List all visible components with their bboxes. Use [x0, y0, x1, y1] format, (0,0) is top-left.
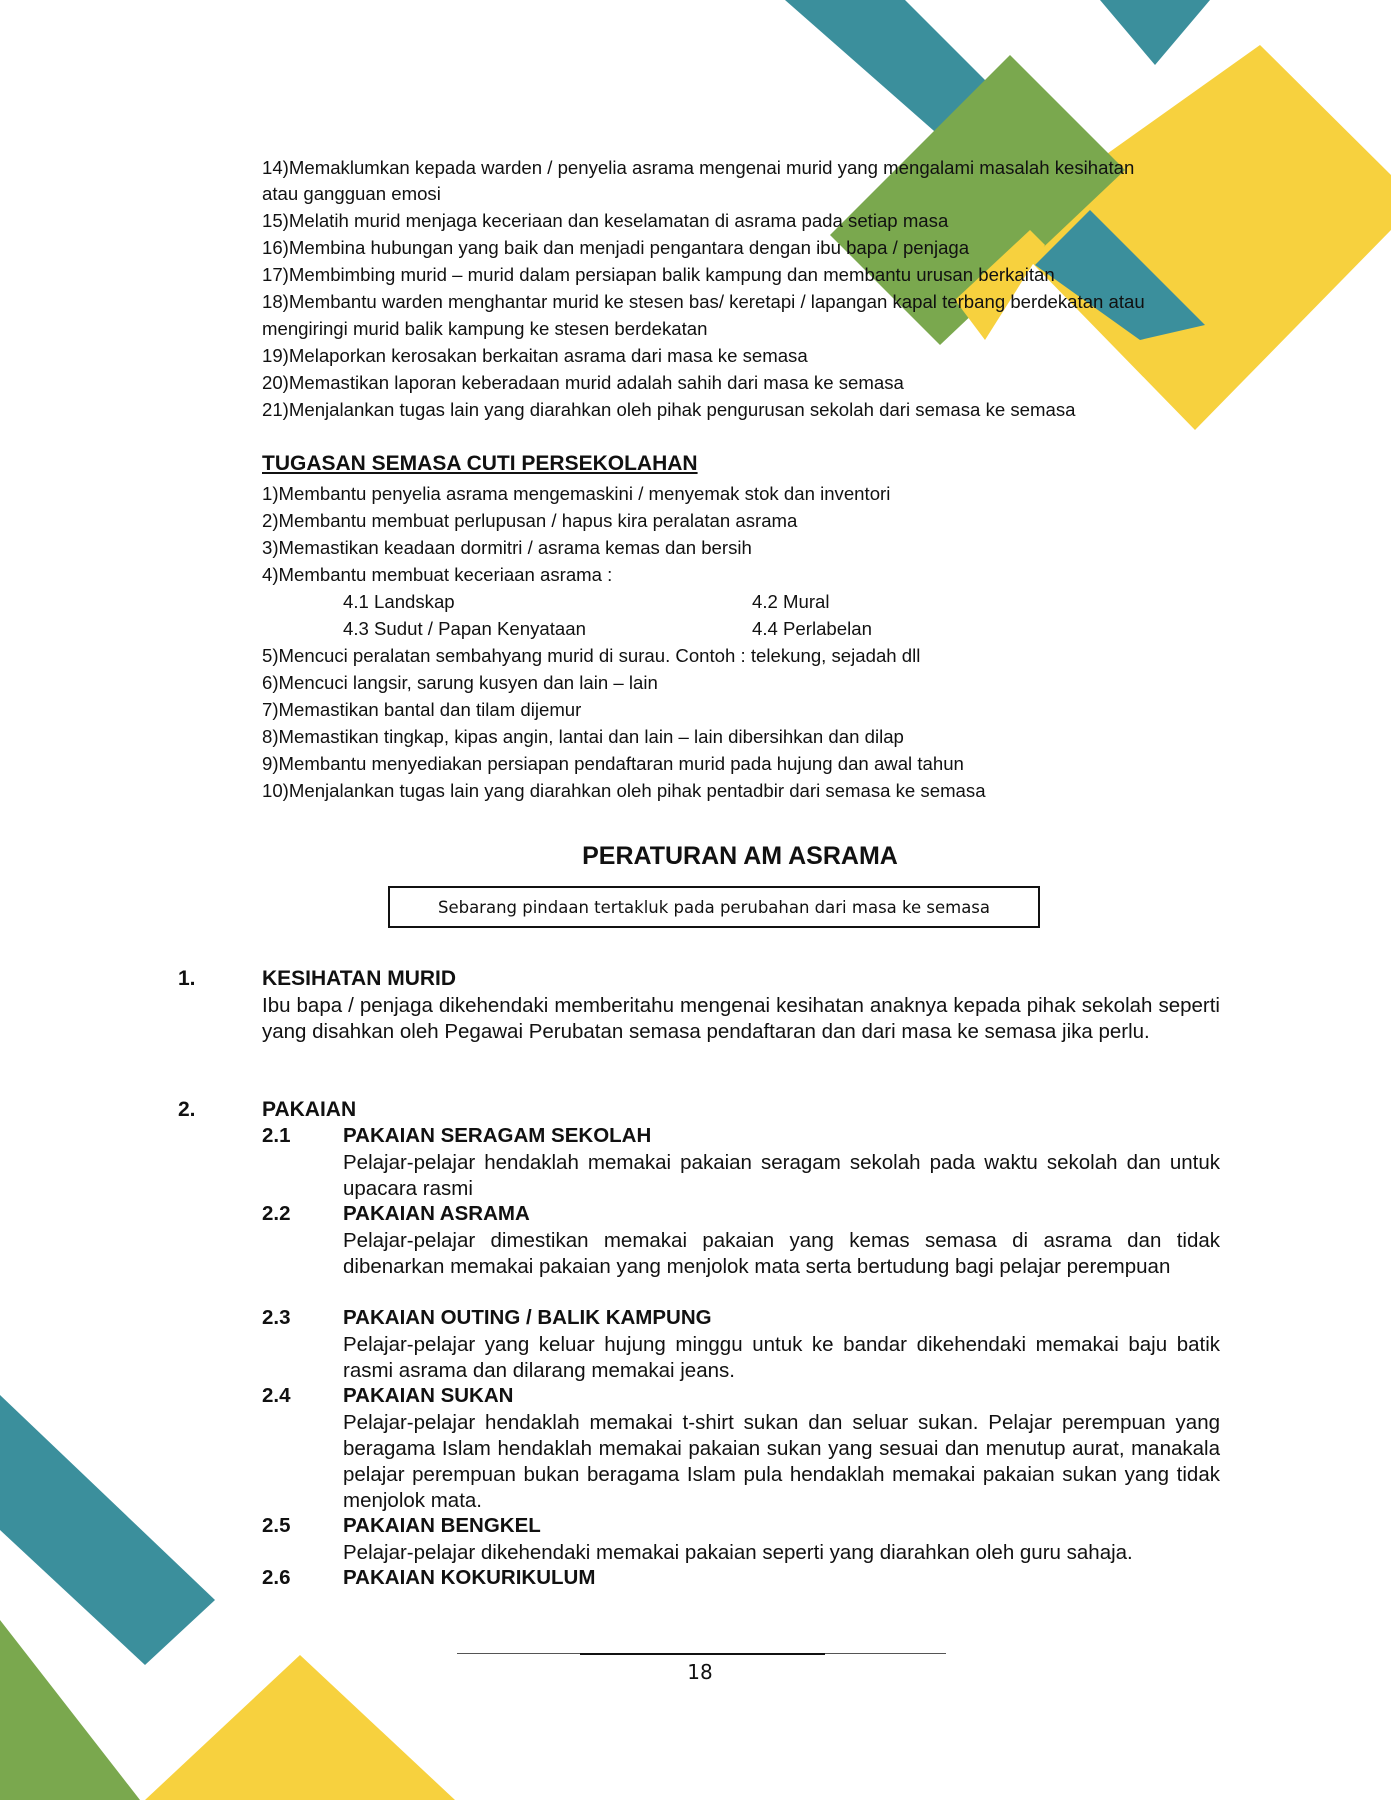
notice-text: Sebarang pindaan tertakluk pada perubahan dari masa ke semasa	[437, 897, 991, 917]
subsection-number: 2.3	[262, 1306, 291, 1329]
list-item: 16)Membina hubungan yang baik dan menjadi pengantara dengan ibu bapa / penjaga	[262, 237, 970, 258]
list-item: 8)Memastikan tingkap, kipas angin, lantai dan lain – lain dibersihkan dan dilap	[262, 726, 904, 747]
sub-list-item: 4.1 Landskap	[343, 591, 455, 612]
subsection-title: PAKAIAN SUKAN	[343, 1384, 514, 1407]
section-number: 1.	[178, 967, 196, 990]
subsection-title: PAKAIAN BENGKEL	[343, 1514, 541, 1537]
list-item: 6)Mencuci langsir, sarung kusyen dan lain – lain	[262, 672, 658, 693]
list-item: 7)Memastikan bantal dan tilam dijemur	[262, 699, 582, 720]
list-item: 3)Memastikan keadaan dormitri / asrama kemas dan bersih	[262, 537, 752, 558]
list-item: 2)Membantu membuat perlupusan / hapus kira peralatan asrama	[262, 510, 798, 531]
list-item: 17)Membimbing murid – murid dalam persiapan balik kampung dan membantu urusan berkaitan	[262, 264, 1055, 285]
subsection-body: Pelajar-pelajar hendaklah memakai pakaian seragam sekolah pada waktu sekolah dan untuk upacara rasmi	[343, 1151, 1220, 1200]
list-item: 20)Memastikan laporan keberadaan murid adalah sahih dari masa ke semasa	[262, 372, 904, 393]
sub-list-item: 4.2 Mural	[752, 591, 830, 612]
list-item: 21)Menjalankan tugas lain yang diarahkan oleh pihak pengurusan sekolah dari semasa ke semasa	[262, 399, 1076, 420]
subsection-number: 2.4	[262, 1384, 291, 1407]
list-item: 1)Membantu penyelia asrama mengemaskini / menyemak stok dan inventori	[262, 483, 891, 504]
page-title: PERATURAN AM ASRAMA	[582, 842, 898, 870]
list-item: 15)Melatih murid menjaga keceriaan dan keselamatan di asrama pada setiap masa	[262, 210, 949, 231]
subsection-number: 2.1	[262, 1124, 291, 1147]
list-item: 19)Melaporkan kerosakan berkaitan asrama dari masa ke semasa	[262, 345, 808, 366]
list-item: atau gangguan emosi	[262, 183, 441, 204]
subsection-body: Pelajar-pelajar dimestikan memakai pakaian yang kemas semasa di asrama dan tidak dibenarkan memakai pakaian yang menjolok mata serta bertudung bagi pelajar perempuan	[343, 1229, 1220, 1278]
section-title: KESIHATAN MURID	[262, 967, 457, 990]
section-number: 2.	[178, 1098, 196, 1121]
subsection-number: 2.5	[262, 1514, 291, 1537]
section-heading-cuti: TUGASAN SEMASA CUTI PERSEKOLAHAN	[262, 452, 698, 475]
list-item: 18)Membantu warden menghantar murid ke stesen bas/ keretapi / lapangan kapal terbang berdekatan atau	[262, 291, 1145, 312]
list-item: 9)Membantu menyediakan persiapan pendaftaran murid pada hujung dan awal tahun	[262, 753, 964, 774]
subsection-title: PAKAIAN OUTING / BALIK KAMPUNG	[343, 1306, 712, 1329]
subsection-body: Pelajar-pelajar hendaklah memakai t-shirt sukan dan seluar sukan. Pelajar perempuan yang beragama Islam hendaklah memakai pakaian sukan yang sesuai dan menutup aurat, manakala pelajar perempuan bukan beragama Islam pula hendaklah memakai pakaian sukan yang tidak menjolok mata.	[343, 1411, 1220, 1512]
page-number: 18	[687, 1660, 713, 1684]
subsection-body: Pelajar-pelajar dikehendaki memakai pakaian seperti yang diarahkan oleh guru sahaja.	[343, 1541, 1133, 1564]
subsection-number: 2.6	[262, 1566, 291, 1589]
footer-divider-accent	[580, 1653, 825, 1655]
notice-box	[388, 886, 1040, 928]
subsection-body: Pelajar-pelajar yang keluar hujung minggu untuk ke bandar dikehendaki memakai baju batik rasmi asrama dan dilarang memakai jeans.	[343, 1333, 1220, 1382]
list-item: mengiringi murid balik kampung ke stesen berdekatan	[262, 318, 708, 339]
sub-list-item: 4.4 Perlabelan	[752, 618, 872, 639]
sub-list-item: 4.3 Sudut / Papan Kenyataan	[343, 618, 586, 639]
subsection-title: PAKAIAN SERAGAM SEKOLAH	[343, 1124, 652, 1147]
subsection-title: PAKAIAN KOKURIKULUM	[343, 1566, 596, 1589]
list-item: 10)Menjalankan tugas lain yang diarahkan oleh pihak pentadbir dari semasa ke semasa	[262, 780, 986, 801]
section-body: Ibu bapa / penjaga dikehendaki memberitahu mengenai kesihatan anaknya kepada pihak sekolah seperti yang disahkan oleh Pegawai Perubatan semasa pendaftaran dan dari masa ke semasa jika perlu.	[262, 994, 1220, 1043]
list-item: 5)Mencuci peralatan sembahyang murid di surau. Contoh : telekung, sejadah dll	[262, 645, 921, 666]
list-item: 4)Membantu membuat keceriaan asrama :	[262, 564, 613, 585]
subsection-number: 2.2	[262, 1202, 291, 1225]
section-title: PAKAIAN	[262, 1098, 357, 1121]
list-item: 14)Memaklumkan kepada warden / penyelia asrama mengenai murid yang mengalami masalah kesihatan	[262, 157, 1135, 178]
subsection-title: PAKAIAN ASRAMA	[343, 1202, 530, 1225]
